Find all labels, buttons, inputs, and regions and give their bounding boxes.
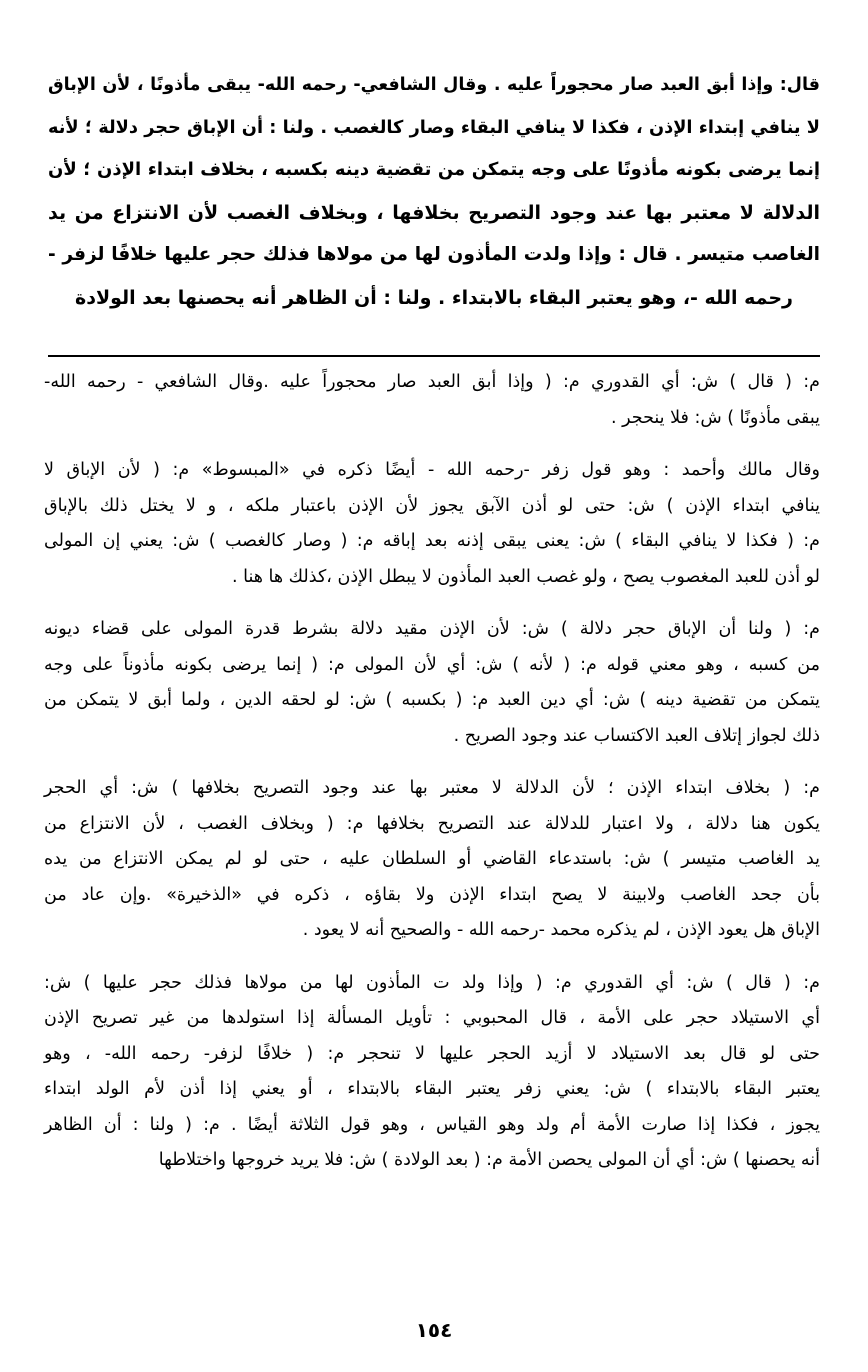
commentary-line: أي الاستيلاد حجر على الأمة ، قال المحبوبي : تأويل المسألة إذا استولدها من غير تصريح الإذن xyxy=(44,1008,820,1028)
commentary-line: لو أذن للعبد المغصوب يصح ، ولو غصب العبد المأذون لا يبطل الإذن ،كذلك ها هنا . xyxy=(232,566,820,587)
commentary-line: يد الغاصب متيسر ) ش: باستدعاء القاضي أو السلطان عليه ، حتى لو لم يمكن الانتزاع من يده xyxy=(44,849,820,869)
commentary-line: أنه يحصنها ) ش: أي أن المولى يحصن الأمة م: ( بعد الولادة ) ش: فلا يريد خروجها واختلاطها xyxy=(158,1150,820,1170)
commentary-line: م: ( قال ) ش: أي القدوري م: ( وإذا ولد ت المأذون لها من مولاها فذلك حجر عليها ) ش: xyxy=(44,972,820,993)
commentary-line: يتمكن من تقضية دينه ) ش: أي دين العبد م: ( بكسبه ) ش: لو لحقه الدين ، ولما أبق لا يتمكن من xyxy=(44,690,820,710)
footnote-divider xyxy=(48,355,820,357)
main-text-block xyxy=(48,64,820,319)
commentary-line: يبقى مأذونًا ) ش: فلا ينحجر . xyxy=(611,407,820,428)
main-text-line: لا ينافي إبتداء الإذن ، فكذا لا ينافي البقاء وصار كالغصب . ولنا : أن الإباق حجر دلالة ؛ لأنه xyxy=(48,117,820,138)
commentary-line: الإباق هل يعود الإذن ، لم يذكره محمد -رحمه الله - والصحيح أنه لا يعود . xyxy=(302,920,820,940)
main-text-line: قال: وإذا أبق العبد صار محجوراً عليه . وقال الشافعي- رحمه الله- يبقى مأذونًا ، لأن الإباق xyxy=(48,75,820,95)
commentary-paragraph xyxy=(44,771,820,949)
commentary-line: يجوز ، فكذا إذا صارت الأمة أم ولد وهو القياس ، وهو قول الثلاثة أيضًا . م: ( ولنا : أن الظاهر xyxy=(44,1114,820,1135)
commentary-paragraph xyxy=(44,453,820,595)
commentary-paragraph xyxy=(44,966,820,1179)
commentary-line: م: ( بخلاف ابتداء الإذن ؛ لأن الدلالة لا معتبر بها عند وجود التصريح بخلافها ) ش: أي الحجر xyxy=(44,778,820,798)
main-text-line: الدلالة لا معتبر بها عند وجود التصريح بخلافها ، وبخلاف الغصب لأن الانتزاع من يد xyxy=(48,201,820,224)
main-text-line: الغاصب متيسر . قال : وإذا ولدت المأذون لها من مولاها فذلك حجر عليها خلافًا لزفر - xyxy=(48,244,820,265)
commentary-line: يعتبر البقاء بالابتداء ) ش: يعني زفر يعتبر البقاء بالابتداء ، أو يعني إذا أذن لأم الولد ابتداء xyxy=(44,1079,820,1099)
commentary-line: ينافي ابتداء الإذن ) ش: حتى لو أذن الآبق يجوز لأن الإذن باعتبار ملكه ، و لا يختل ذلك بالإباق xyxy=(44,495,820,516)
main-text-line: رحمه الله -، وهو يعتبر البقاء بالابتداء . ولنا : أن الظاهر أنه يحصنها بعد الولادة xyxy=(75,286,793,309)
page-number: ١٥٤ xyxy=(415,1318,453,1342)
commentary-paragraph xyxy=(44,365,820,436)
commentary-block xyxy=(44,365,820,1196)
commentary-line: بأن جحد الغاصب ولابينة لا يصح ابتداء الإذن ولا بقاؤه ، ذكره في «الذخيرة» .وإن عاد من xyxy=(44,884,820,905)
commentary-line: ذلك لجواز إتلاف العبد الاكتساب عند وجود الصريح . xyxy=(453,725,820,746)
commentary-line: من كسبه ، وهو معني قوله م: ( لأنه ) ش: أي لأن المولى م: ( إنما يرضى بكونه مأذوناً على وجه xyxy=(44,654,820,675)
commentary-line: م: ( ولنا أن الإباق حجر دلالة ) ش: لأن الإذن مقيد دلالة بشرط قدرة المولى على قضاء ديونه xyxy=(44,619,820,639)
commentary-line: يكون هنا دلالة ، ولا اعتبار للدلالة عند التصريح بخلافها م: ( وبخلاف الغصب ، لأن الانتزاع من xyxy=(44,813,820,834)
commentary-line: وقال مالك وأحمد : وهو قول زفر -رحمه الله - أيضًا ذكره في «المبسوط» م: ( لأن الإباق لا xyxy=(44,460,820,480)
commentary-line: م: ( قال ) ش: أي القدوري م: ( وإذا أبق العبد صار محجوراً عليه .وقال الشافعي - رحمه الله- xyxy=(44,372,820,392)
main-text-line: إنما يرضى بكونه مأذونًا على وجه يتمكن من تقضية دينه بكسبه ، بخلاف ابتداء الإذن ؛ لأن xyxy=(48,159,820,180)
commentary-line: حتى لو قال بعد الاستيلاد لا أزيد الحجر عليها لا تنحجر م: ( خلافًا لزفر- رحمه الله- ، وهو xyxy=(44,1043,820,1064)
commentary-paragraph xyxy=(44,612,820,754)
commentary-line: م: ( فكذا لا ينافي البقاء ) ش: يعنى يبقى إذنه بعد إباقه م: ( وصار كالغصب ) ش: يعني إن المولى xyxy=(44,531,820,551)
